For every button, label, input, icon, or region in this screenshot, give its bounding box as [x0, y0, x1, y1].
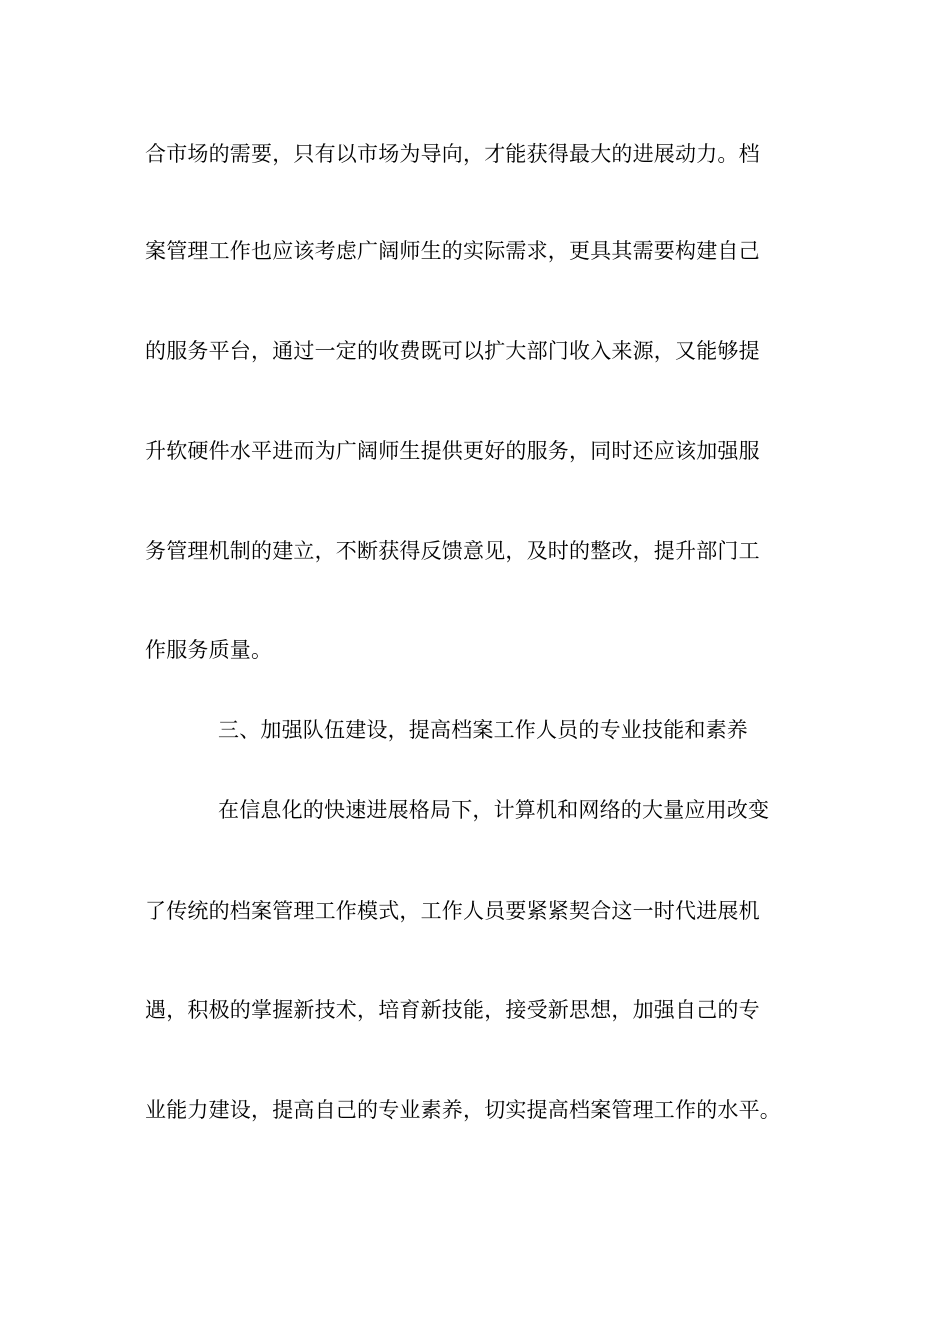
- paragraph-line: 案管理工作也应该考虑广阔师生的实际需求，更具其需要构建自己: [145, 239, 760, 263]
- section-heading: 三、加强队伍建设，提高档案工作人员的专业技能和素养: [218, 718, 748, 742]
- paragraph-line: 合市场的需要，只有以市场为导向，才能获得最大的进展动力。档: [145, 142, 760, 166]
- paragraph-line: 务管理机制的建立，不断获得反馈意见，及时的整改，提升部门工: [145, 539, 760, 563]
- paragraph-line: 升软硬件水平进而为广阔师生提供更好的服务，同时还应该加强服: [145, 439, 760, 463]
- paragraph-line: 了传统的档案管理工作模式，工作人员要紧紧契合这一时代进展机: [145, 899, 760, 923]
- paragraph-line: 遇，积极的掌握新技术，培育新技能，接受新思想，加强自己的专: [145, 998, 760, 1022]
- paragraph-line: 作服务质量。: [145, 638, 273, 662]
- paragraph-line: 在信息化的快速进展格局下，计算机和网络的大量应用改变: [218, 798, 770, 822]
- paragraph-line: 的服务平台，通过一定的收费既可以扩大部门收入来源，又能够提: [145, 339, 760, 363]
- paragraph-line: 业能力建设，提高自己的专业素养，切实提高档案管理工作的水平。: [145, 1098, 781, 1122]
